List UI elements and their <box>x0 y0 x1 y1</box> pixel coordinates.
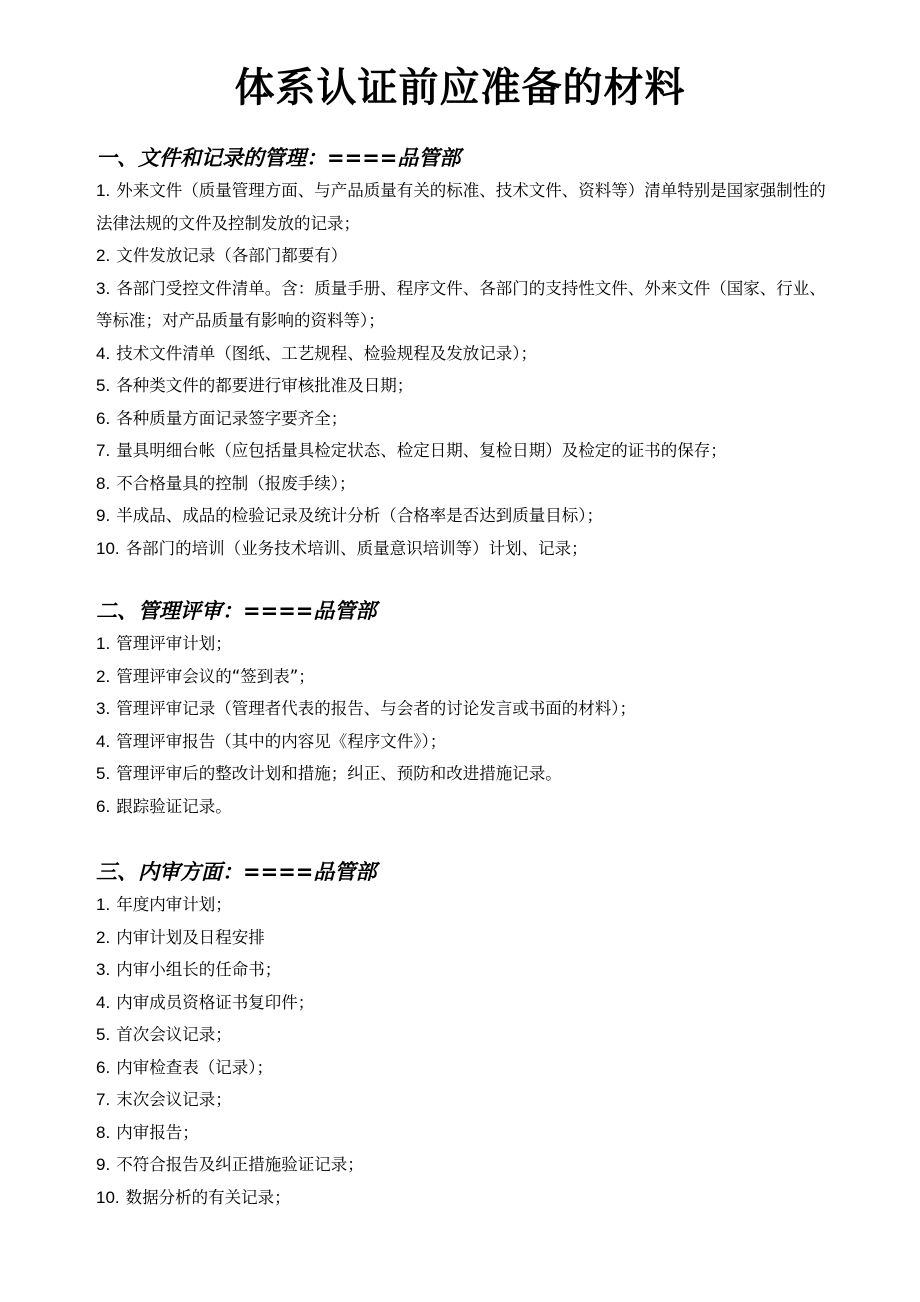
list-item <box>96 954 836 987</box>
item-text: 管理评审后的整改计划和措施；纠正、预防和改进措施记录。 <box>116 764 562 783</box>
item-number: 2. <box>96 666 111 686</box>
list-item <box>96 1052 836 1085</box>
item-text: 内审报告； <box>116 1122 199 1142</box>
list-item <box>96 240 836 273</box>
document-title: 体系认证前应准备的材料 <box>234 65 686 111</box>
list-item <box>96 726 836 759</box>
list-item <box>96 338 836 371</box>
item-text: 管理评审报告（其中的内容见《程序文件》）； <box>116 731 447 751</box>
item-number: 8. <box>96 1122 111 1142</box>
item-text: 跟踪验证记录。 <box>116 796 232 816</box>
list-item <box>96 791 836 824</box>
list-item <box>96 175 836 240</box>
list-item <box>96 1084 836 1117</box>
item-number: 1. <box>96 181 111 200</box>
list-item <box>96 987 836 1020</box>
item-list <box>96 175 836 565</box>
item-text: 量具明细台帐（应包括量具检定状态、检定日期、复检日期）及检定的证书的保存； <box>116 441 727 460</box>
item-text: 内审成员资格证书复印件； <box>116 992 315 1012</box>
item-number: 5. <box>96 1025 111 1044</box>
item-text: 管理评审会议的“签到表”； <box>116 666 315 686</box>
list-item <box>96 628 836 661</box>
item-text: 内审小组长的任命书； <box>116 960 282 979</box>
item-number: 1. <box>96 895 111 914</box>
item-number: 6. <box>96 796 111 816</box>
list-item <box>96 693 836 726</box>
item-number: 10. <box>96 538 120 558</box>
item-text: 年度内审计划； <box>116 895 232 914</box>
item-text: 各部门的培训（业务技术培训、质量意识培训等）计划、记录； <box>125 538 588 558</box>
item-text: 外来文件（质量管理方面、与产品质量有关的标准、技术文件、资料等）清单特别是国家强制性的法律法规的文件及控制发放的记录； <box>96 181 826 233</box>
item-number: 9. <box>96 1155 111 1174</box>
item-number: 9. <box>96 506 111 525</box>
list-item <box>96 370 836 403</box>
item-text: 各种质量方面记录签字要齐全； <box>116 408 348 428</box>
item-number: 10. <box>96 1187 120 1207</box>
item-number: 2. <box>96 927 111 947</box>
list-item <box>96 1019 836 1052</box>
item-number: 4. <box>96 731 111 751</box>
item-number: 5. <box>96 764 111 783</box>
item-list <box>96 628 836 823</box>
item-text: 内审检查表（记录）； <box>116 1057 273 1077</box>
section-heading: 二、管理评审：====品管部 <box>96 599 377 623</box>
item-text: 半成品、成品的检验记录及统计分析（合格率是否达到质量目标）； <box>116 506 603 525</box>
section-heading: 一、文件和记录的管理：====品管部 <box>96 146 461 170</box>
list-item <box>96 1182 836 1215</box>
list-item <box>96 273 836 338</box>
list-item <box>96 922 836 955</box>
item-text: 文件发放记录（各部门都要有） <box>116 246 348 265</box>
item-number: 7. <box>96 1090 111 1109</box>
list-item <box>96 889 836 922</box>
list-item <box>96 500 836 533</box>
item-number: 5. <box>96 376 111 395</box>
list-item <box>96 533 836 566</box>
item-text: 不合格量具的控制（报废手续）； <box>116 473 356 493</box>
item-number: 4. <box>96 992 111 1012</box>
item-text: 首次会议记录； <box>116 1025 232 1044</box>
list-item <box>96 468 836 501</box>
item-text: 内审计划及日程安排 <box>116 927 265 947</box>
list-item <box>96 435 836 468</box>
list-item <box>96 1149 836 1182</box>
item-number: 4. <box>96 343 111 363</box>
item-number: 7. <box>96 441 111 460</box>
item-text: 技术文件清单（图纸、工艺规程、检验规程及发放记录）； <box>116 343 537 363</box>
item-text: 管理评审记录（管理者代表的报告、与会者的讨论发言或书面的材料）； <box>116 699 636 718</box>
item-text: 管理评审计划； <box>116 634 232 653</box>
item-number: 1. <box>96 634 111 653</box>
item-text: 末次会议记录； <box>116 1090 232 1109</box>
item-text: 不符合报告及纠正措施验证记录； <box>116 1155 364 1174</box>
item-number: 6. <box>96 408 111 428</box>
section-heading: 三、内审方面：====品管部 <box>96 860 377 884</box>
item-number: 6. <box>96 1057 111 1077</box>
list-item <box>96 758 836 791</box>
item-text: 数据分析的有关记录； <box>125 1187 291 1207</box>
item-number: 8. <box>96 473 111 493</box>
item-number: 3. <box>96 699 111 718</box>
item-number: 3. <box>96 278 111 298</box>
list-item <box>96 403 836 436</box>
item-text: 各部门受控文件清单。含：质量手册、程序文件、各部门的支持性文件、外来文件（国家、行业、等标准；对产品质量有影响的资料等）； <box>96 278 826 330</box>
item-text: 各种类文件的都要进行审核批准及日期； <box>116 376 414 395</box>
list-item <box>96 661 836 694</box>
item-number: 3. <box>96 960 111 979</box>
list-item <box>96 1117 836 1150</box>
item-number: 2. <box>96 246 111 265</box>
item-list <box>96 889 836 1214</box>
